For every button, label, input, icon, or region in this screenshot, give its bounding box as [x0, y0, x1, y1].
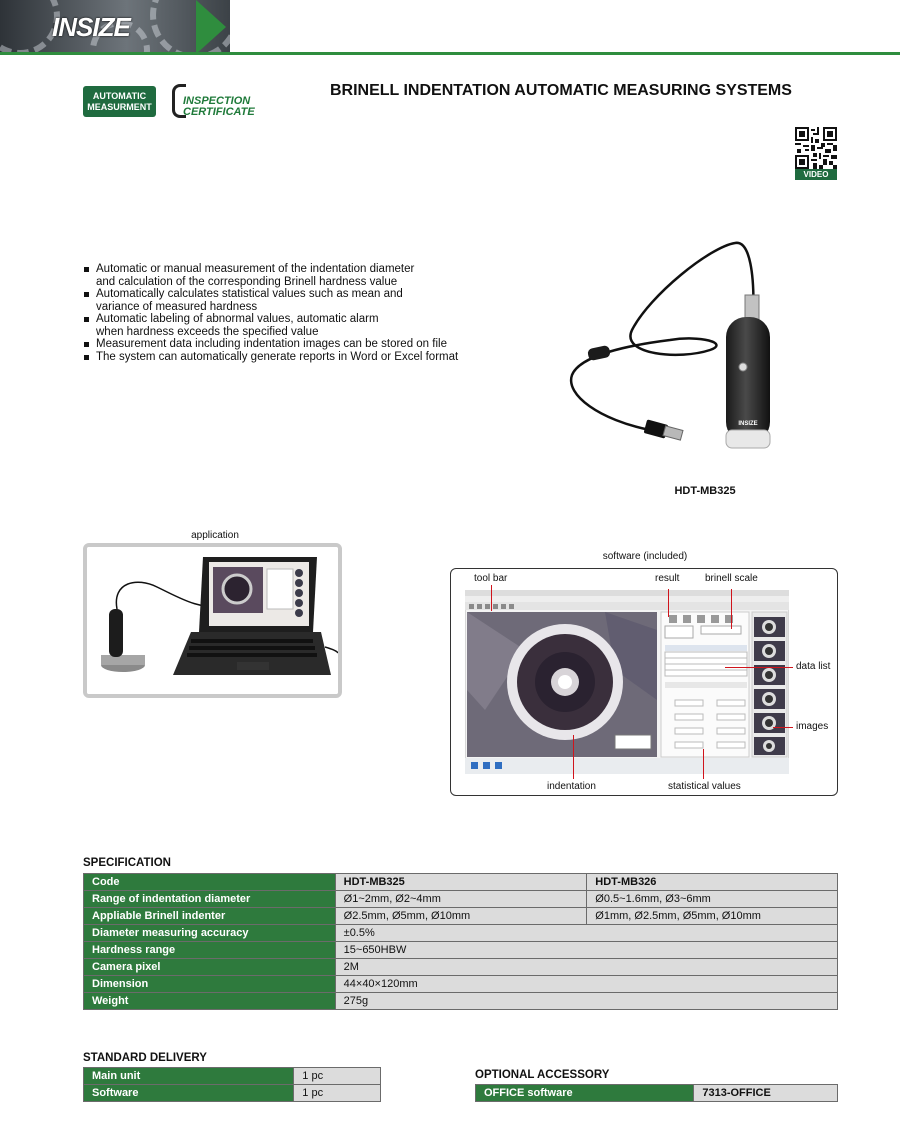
product-name: HDT-MB325 — [674, 485, 736, 497]
application-photo — [83, 543, 342, 698]
application-label: application — [191, 530, 239, 541]
software-label: software (included) — [602, 551, 688, 562]
video-label: VIDEO — [795, 169, 837, 180]
table-row: Weight 275g — [84, 993, 838, 1010]
feature-list — [84, 263, 504, 363]
table-row: Range of indentation diameter Ø1~2mm, Ø2~4mm Ø0.5~1.6mm, Ø3~6mm — [84, 891, 838, 908]
probe-logo: INSIZE — [738, 421, 758, 427]
specification-table — [83, 873, 838, 1010]
callout-statistical-values: statistical values — [668, 781, 741, 792]
software-screenshot — [465, 590, 789, 774]
callout-indentation: indentation — [547, 781, 596, 792]
callout-line — [573, 735, 574, 779]
callout-brinell-scale: brinell scale — [705, 573, 758, 584]
feature-item: Automatic or manual measurement of the indentation diameter and calculation of the corresponding Brinell hardness value — [84, 263, 504, 288]
software-screenshot-panel — [450, 568, 838, 796]
callout-data-list: data list — [796, 661, 831, 672]
feature-item: Automatically calculates statistical values such as mean and variance of measured hardness — [84, 288, 504, 313]
feature-item: Automatic labeling of abnormal values, automatic alarm when hardness exceeds the specified value — [84, 313, 504, 338]
page-title: BRINELL INDENTATION AUTOMATIC MEASURING SYSTEMS — [330, 82, 792, 99]
callout-line — [725, 667, 793, 668]
qr-code-icon[interactable] — [795, 127, 837, 169]
header-arrow — [196, 0, 226, 54]
badge-line-1: INSPECTION — [183, 95, 251, 107]
callout-line — [731, 589, 732, 629]
feature-item: Measurement data including indentation images can be stored on file — [84, 338, 504, 351]
callout-result: result — [655, 573, 680, 584]
standard-delivery-table — [83, 1067, 381, 1102]
table-row: Appliable Brinell indenter Ø2.5mm, Ø5mm, Ø10mm Ø1mm, Ø2.5mm, Ø5mm, Ø10mm — [84, 908, 838, 925]
specification-title: SPECIFICATION — [83, 857, 171, 869]
table-row: Main unit 1 pc — [84, 1068, 381, 1085]
badge-line-2: CERTIFICATE — [183, 106, 255, 118]
optional-accessory-table — [475, 1084, 838, 1102]
callout-line — [773, 727, 793, 728]
table-row: OFFICE software 7313-OFFICE — [476, 1085, 838, 1102]
standard-delivery-title: STANDARD DELIVERY — [83, 1052, 207, 1064]
brand-logo: INSIZE — [52, 12, 130, 42]
table-row: Hardness range 15~650HBW — [84, 942, 838, 959]
table-row: Code HDT-MB325 HDT-MB326 — [84, 874, 838, 891]
callout-line — [491, 585, 492, 611]
feature-item: The system can automatically generate reports in Word or Excel format — [84, 351, 504, 364]
badge-line-2: MEASURMENT — [87, 102, 152, 112]
automatic-measurement-badge — [83, 86, 156, 117]
callout-tool-bar: tool bar — [474, 573, 508, 584]
optional-accessory-title: OPTIONAL ACCESSORY — [475, 1069, 610, 1081]
table-row: Dimension 44×40×120mm — [84, 976, 838, 993]
product-image — [560, 235, 790, 460]
callout-images: images — [796, 721, 829, 732]
callout-line — [668, 589, 669, 617]
badge-line-1: AUTOMATIC — [92, 91, 147, 101]
table-row: Software 1 pc — [84, 1085, 381, 1102]
table-row: Diameter measuring accuracy ±0.5% — [84, 925, 838, 942]
table-row: Camera pixel 2M — [84, 959, 838, 976]
header-rule — [0, 52, 900, 55]
callout-line — [703, 749, 704, 779]
inspection-certificate-badge — [172, 84, 274, 118]
